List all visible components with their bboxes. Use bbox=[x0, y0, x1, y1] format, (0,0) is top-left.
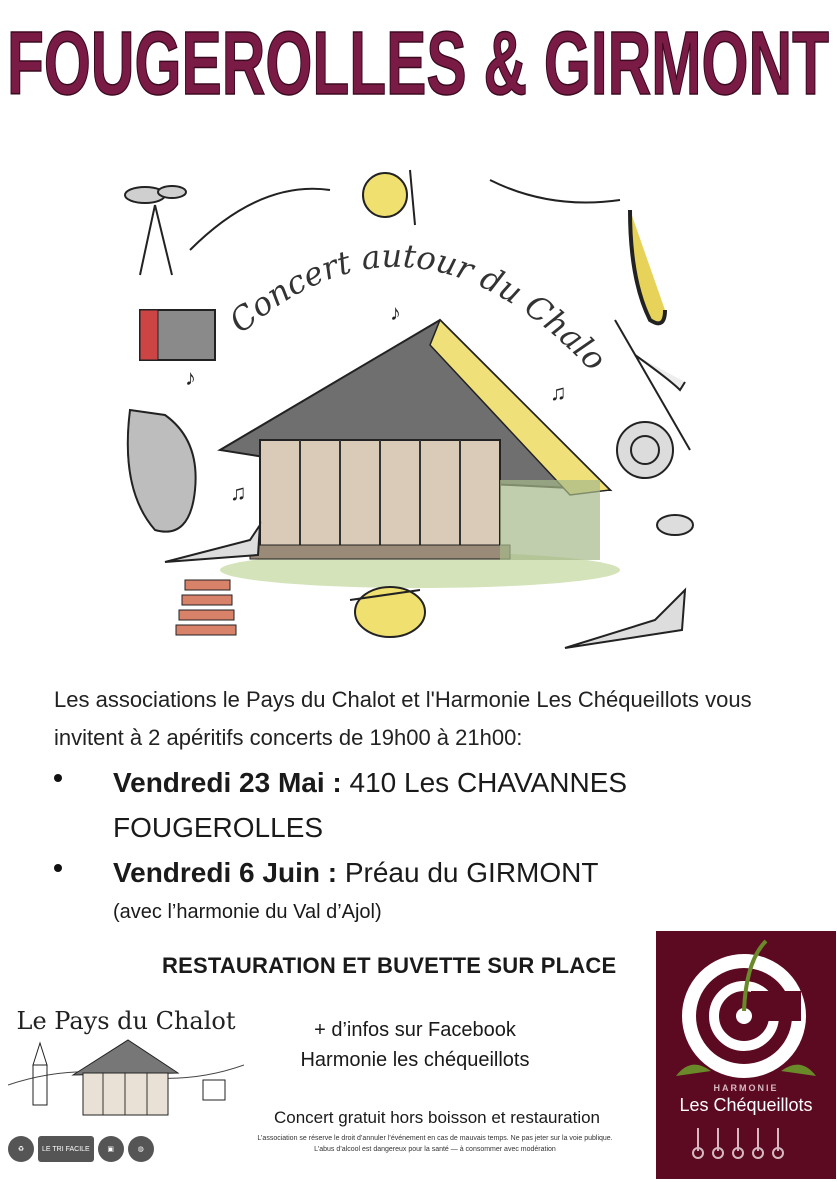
chalot-building-drawing bbox=[220, 320, 620, 588]
recycle-glass-icon: ◍ bbox=[128, 1136, 154, 1162]
music-note-2: ♪ bbox=[390, 300, 401, 325]
legal-line2: L’abus d’alcool est dangereux pour la santé — à consommer avec modération bbox=[314, 1146, 556, 1153]
event-item bbox=[54, 760, 794, 850]
event-list bbox=[54, 760, 794, 929]
music-note-1: ♪ bbox=[185, 365, 196, 390]
illustration-caption: Concert autour du Chalo bbox=[221, 236, 615, 379]
cymbal-drawing bbox=[363, 170, 415, 225]
facebook-line1: + d’infos sur Facebook bbox=[314, 1019, 516, 1041]
music-staff-left bbox=[190, 189, 330, 250]
event-item bbox=[54, 850, 794, 895]
free-concert-notice: Concert gratuit hors boisson et restauration bbox=[274, 1108, 601, 1127]
recycle-person-icon: ♻ bbox=[8, 1136, 34, 1162]
accordion-drawing bbox=[140, 310, 215, 360]
event-place: 410 Les CHAVANNES FOUGEROLLES bbox=[113, 767, 628, 843]
facebook-info bbox=[290, 1015, 540, 1075]
french-horn-drawing bbox=[617, 422, 673, 478]
event-place: Préau du GIRMONT bbox=[337, 857, 599, 888]
legal-line1: L’association se réserve le droit d’annuler l’événement en cas de mauvais temps. Ne pas jeter sur la voie publique. bbox=[257, 1135, 613, 1142]
logo-chalot-text: Le Pays du Chalot bbox=[16, 1007, 236, 1035]
drum-kit-drawing bbox=[125, 186, 186, 275]
harmonie-name: Les Chéqueillots bbox=[679, 1095, 813, 1115]
harmonie-logo bbox=[656, 931, 836, 1179]
title-text: FOUGEROLLES & GIRMONT bbox=[7, 14, 830, 112]
legal-notice bbox=[230, 1133, 640, 1155]
music-note-4: ♫ bbox=[230, 480, 247, 505]
music-note-3: ♫ bbox=[550, 380, 567, 405]
bullet-icon bbox=[54, 774, 62, 782]
tuba-drawing bbox=[128, 410, 196, 532]
page-title bbox=[0, 2, 837, 112]
snare-drum-drawing bbox=[350, 587, 425, 637]
intro-text: Les associations le Pays du Chalot et l'Harmonie Les Chéqueillots vous invitent à 2 apéritifs concerts de 19h00 à 21h00: bbox=[54, 687, 752, 750]
trumpet-right-drawing bbox=[565, 590, 685, 648]
bullet-icon bbox=[54, 864, 62, 872]
facebook-line2: Harmonie les chéqueillots bbox=[300, 1049, 530, 1071]
trumpet-left-drawing bbox=[165, 525, 260, 562]
concert-illustration bbox=[110, 150, 720, 660]
event-note: (avec l’harmonie du Val d’Ajol) bbox=[113, 901, 382, 923]
xylophone-drawing bbox=[176, 580, 236, 635]
music-staff-right bbox=[490, 180, 620, 203]
restauration-banner: RESTAURATION ET BUVETTE SUR PLACE bbox=[162, 953, 617, 978]
saxophone-drawing bbox=[630, 210, 665, 323]
event-date: Vendredi 23 Mai : bbox=[113, 767, 342, 798]
recycling-badges bbox=[8, 1135, 154, 1163]
harmonie-label: HARMONIE bbox=[713, 1083, 779, 1093]
pays-du-chalot-logo bbox=[8, 1005, 244, 1123]
maracas-drawing bbox=[657, 515, 693, 535]
recycle-bin-icon: ▣ bbox=[98, 1136, 124, 1162]
event-date: Vendredi 6 Juin : bbox=[113, 857, 338, 888]
trifacile-logo: LE TRI FACILE bbox=[38, 1136, 94, 1162]
